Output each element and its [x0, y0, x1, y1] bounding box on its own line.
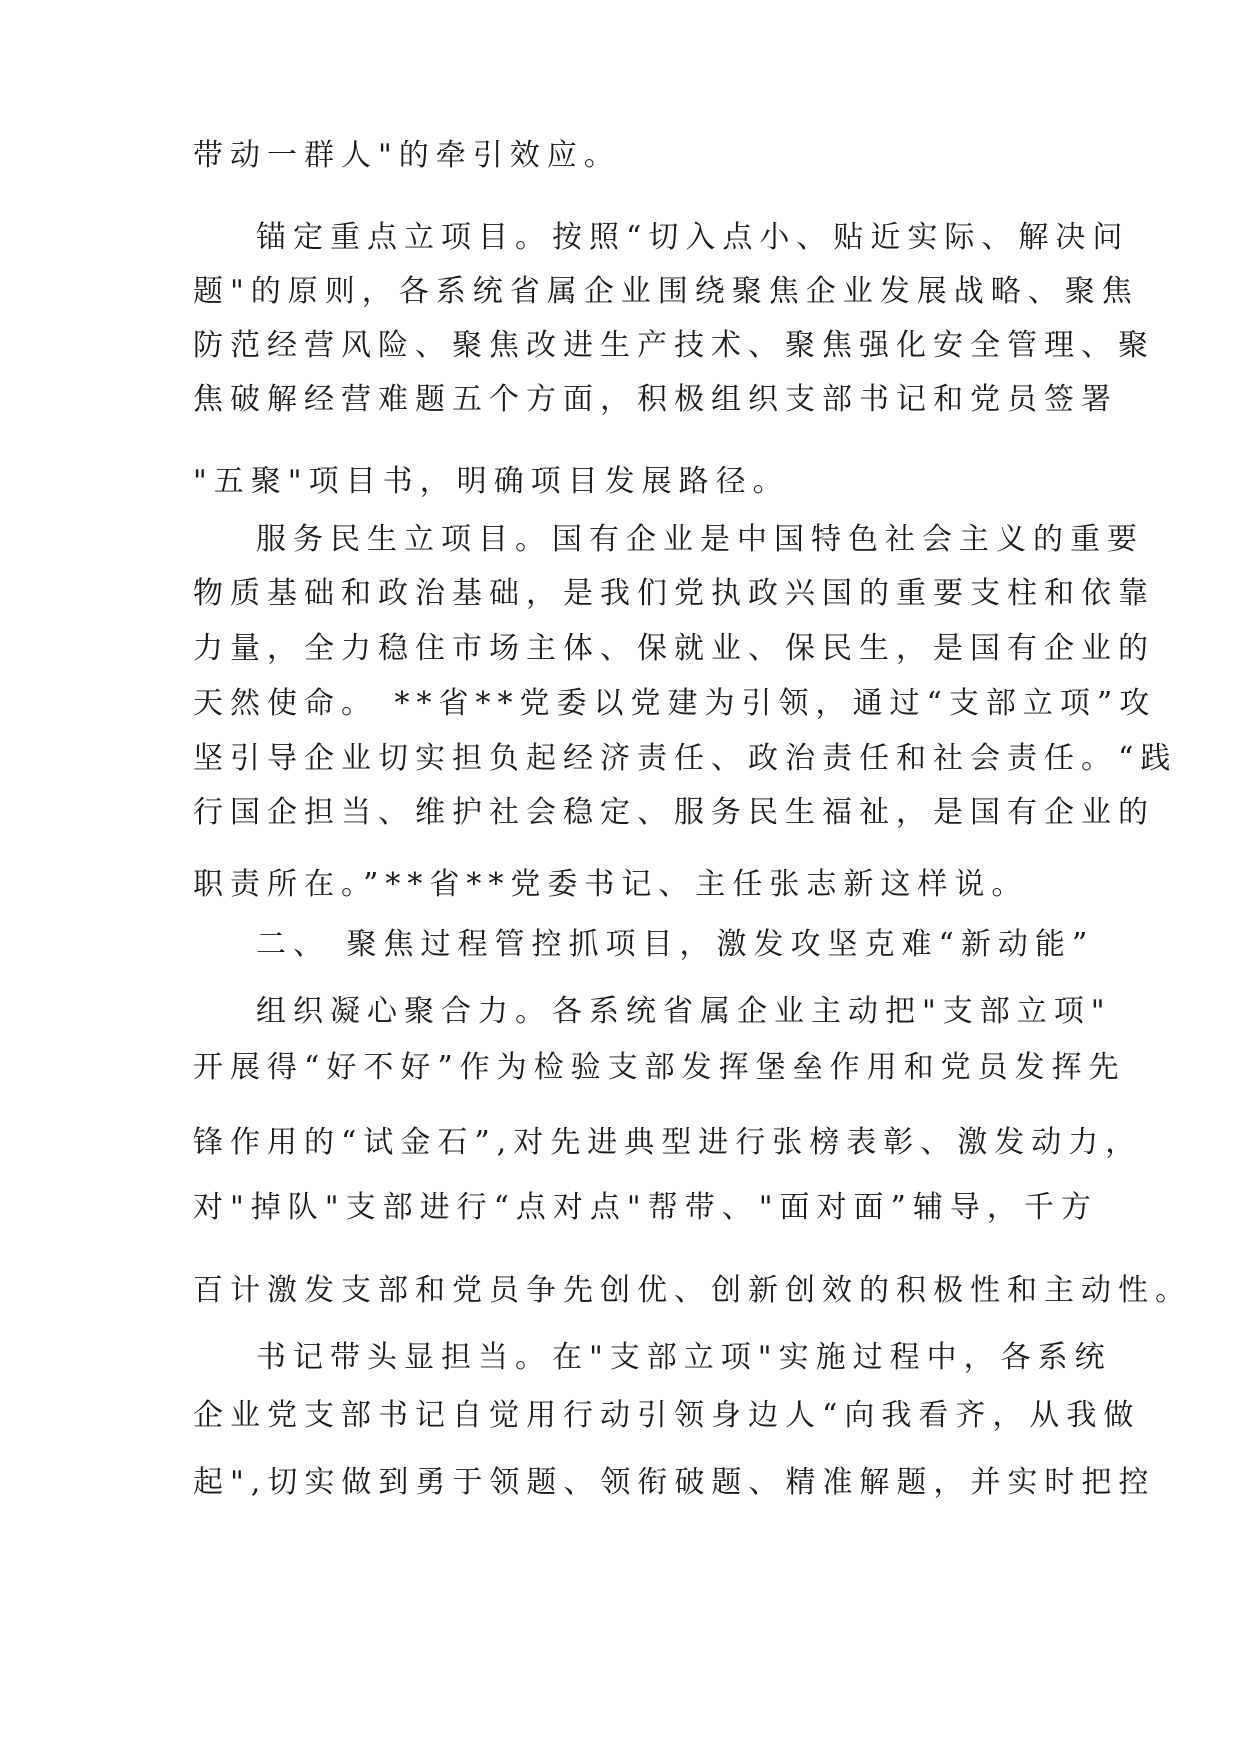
body-text-line: 书记带头显担当。在"支部立项"实施过程中，各系统	[256, 1340, 1112, 1375]
body-text-line: 坚引导企业切实担负起经济责任、政治责任和社会责任。“践	[193, 741, 1178, 776]
body-text-line: 防范经营风险、聚焦改进生产技术、聚焦强化安全管理、聚	[193, 328, 1155, 363]
body-text-line: 组织凝心聚合力。各系统省属企业主动把"支部立项"	[256, 994, 1112, 1029]
body-text-line: 物质基础和政治基础，是我们党执政兴国的重要支柱和依靠	[193, 576, 1155, 611]
body-text-line: 锚定重点立项目。按照“切入点小、贴近实际、解决问	[256, 220, 1130, 255]
body-text-line: 带动一群人"的牵引效应。	[193, 138, 621, 173]
body-text-line: 焦破解经营难题五个方面，积极组织支部书记和党员签署	[193, 382, 1118, 417]
body-text-line: 起",切实做到勇于领题、领衔破题、精准解题，并实时把控	[193, 1465, 1156, 1500]
body-text-line: 服务民生立项目。国有企业是中国特色社会主义的重要	[256, 522, 1144, 557]
body-text-line: 企业党支部书记自觉用行动引领身边人“向我看齐，从我做	[193, 1398, 1141, 1433]
body-text-line: "五聚"项目书，明确项目发展路径。	[193, 464, 790, 499]
body-text-line: 力量，全力稳住市场主体、保就业、保民生，是国有企业的	[193, 631, 1155, 666]
body-text-line: 百计激发支部和党员争先创优、创新创效的积极性和主动性。	[193, 1273, 1192, 1308]
body-text-line: 开展得“好不好”作为检验支部发挥堡垒作用和党员发挥先	[193, 1050, 1126, 1085]
section-heading: 二、 聚焦过程管控抓项目，激发攻坚克难“新动能”	[256, 927, 1095, 962]
body-text-line: 职责所在。”**省**党委书记、主任张志新这样说。	[193, 867, 1029, 902]
body-text-line: 锋作用的“试金石”,对先进典型进行张榜表彰、激发动力，	[193, 1125, 1143, 1160]
body-text-line: 对"掉队"支部进行“点对点"帮带、"面对面”辅导，千方	[193, 1190, 1098, 1225]
body-text-line: 题"的原则，各系统省属企业围绕聚焦企业发展战略、聚焦	[193, 274, 1139, 309]
body-text-line: 行国企担当、维护社会稳定、服务民生福祉，是国有企业的	[193, 795, 1155, 830]
body-text-line: 天然使命。 **省**党委以党建为引领，通过“支部立项”攻	[193, 686, 1157, 721]
